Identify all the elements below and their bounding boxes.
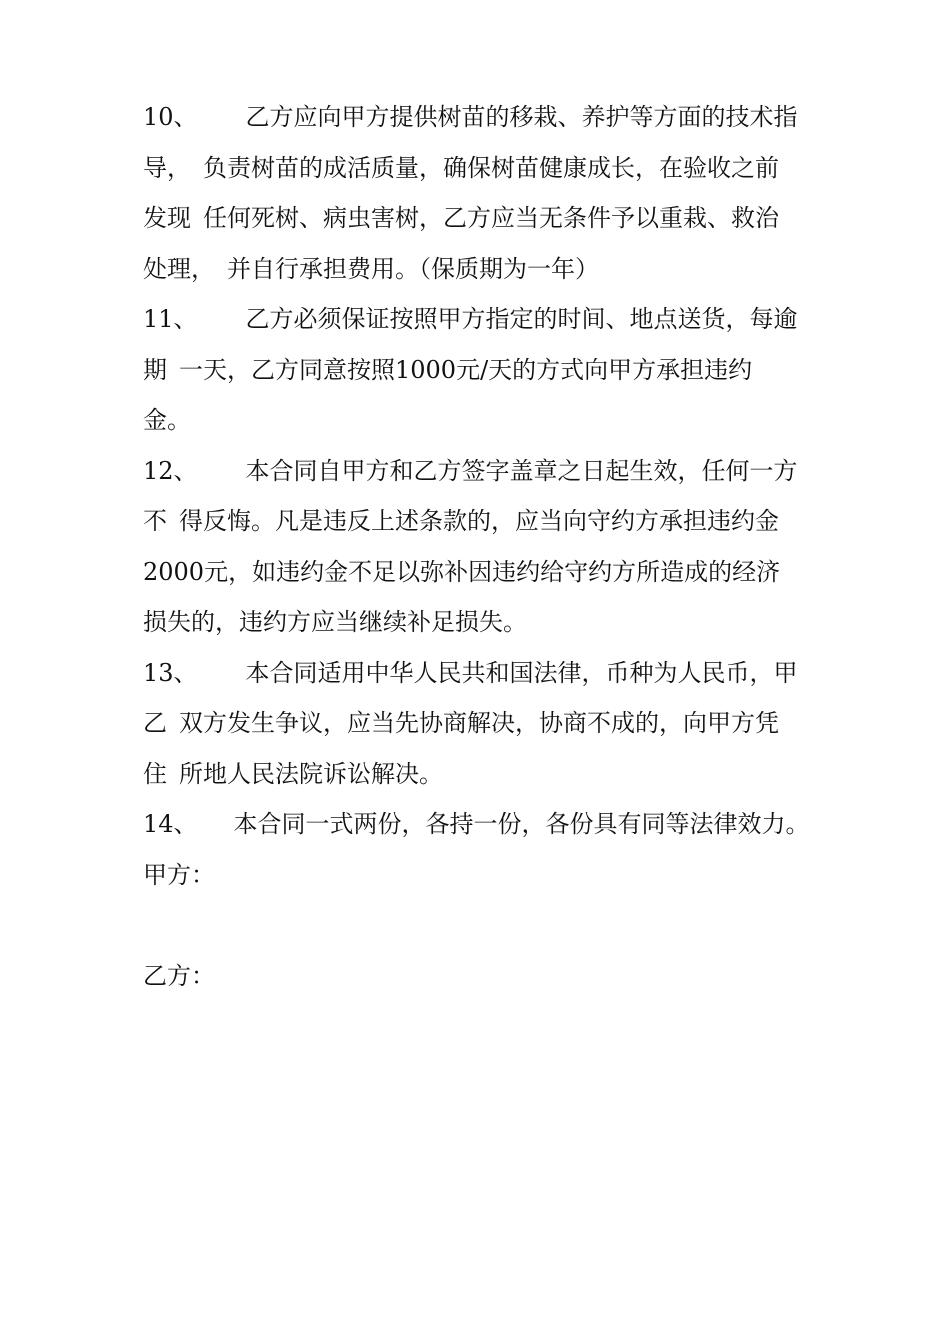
clause-line	[143, 597, 833, 648]
clause-line	[143, 547, 833, 598]
clause-line	[143, 143, 833, 194]
clause-line	[143, 244, 833, 295]
clause-text: 得反悔。凡是违反上述条款的，应当向守约方承担违约金	[179, 507, 779, 535]
signature-block	[143, 850, 833, 1002]
clause-line	[143, 395, 833, 446]
clause-text: 损失的，违约方应当继续补足损失。	[143, 608, 527, 636]
party-b-label: 乙方：	[143, 961, 215, 990]
clause-line	[143, 799, 833, 850]
clause-text: 乙	[143, 709, 167, 737]
clause-line	[143, 698, 833, 749]
clause-text: 不	[143, 507, 167, 535]
clause-number: 14、	[143, 810, 198, 838]
clause-14	[143, 799, 833, 850]
clause-text: 金。	[143, 406, 191, 434]
clause-13	[143, 648, 833, 800]
clause-line	[143, 294, 833, 345]
clause-text: 期	[143, 355, 167, 384]
clause-text: 本合同一式两份，各持一份，各份具有同等法律效力。	[233, 810, 810, 838]
clause-text: 一天，乙方同意按照1000元/天的方式向甲方承担违约	[179, 355, 753, 384]
clause-text: 任何死树、病虫害树，乙方应当无条件予以重栽、救治	[203, 204, 779, 232]
clause-text: 负责树苗的成活质量，确保树苗健康成长，在验收之前	[203, 153, 779, 182]
clause-text: 双方发生争议，应当先协商解决，协商不成的，向甲方凭	[179, 709, 779, 737]
clause-line	[143, 345, 833, 396]
clause-12	[143, 446, 833, 648]
clause-text: 乙方应向甲方提供树苗的移栽、养护等方面的技术指	[245, 103, 798, 131]
clause-text: 2000元，如违约金不足以弥补因违约给守约方所造成的经济	[143, 557, 781, 586]
clause-number: 11、	[143, 305, 198, 333]
clause-line	[143, 92, 833, 143]
clause-text: 本合同自甲方和乙方签字盖章之日起生效，任何一方	[245, 456, 798, 485]
clause-line	[143, 749, 833, 800]
clause-line	[143, 496, 833, 547]
clause-text: 住	[143, 759, 167, 788]
clause-line	[143, 648, 833, 699]
clause-text: 所地人民法院诉讼解决。	[179, 759, 443, 788]
clause-text: 本合同适用中华人民共和国法律，币种为人民币，甲	[245, 658, 798, 687]
clause-text: 处理，	[143, 254, 215, 283]
party-a-label: 甲方：	[143, 860, 215, 889]
clause-line	[143, 446, 833, 497]
contract-body	[143, 92, 833, 1001]
clause-text: 发现	[143, 204, 191, 232]
clause-text: 乙方必须保证按照甲方指定的时间、地点送货，每逾	[245, 305, 798, 333]
clause-number: 12、	[143, 456, 198, 485]
clause-11	[143, 294, 833, 446]
clause-line	[143, 193, 833, 244]
clause-number: 10、	[143, 103, 198, 131]
clause-text: 并自行承担费用。（保质期为一年）	[227, 254, 599, 283]
clause-text: 导，	[143, 153, 191, 182]
clause-10	[143, 92, 833, 294]
clause-number: 13、	[143, 658, 198, 687]
